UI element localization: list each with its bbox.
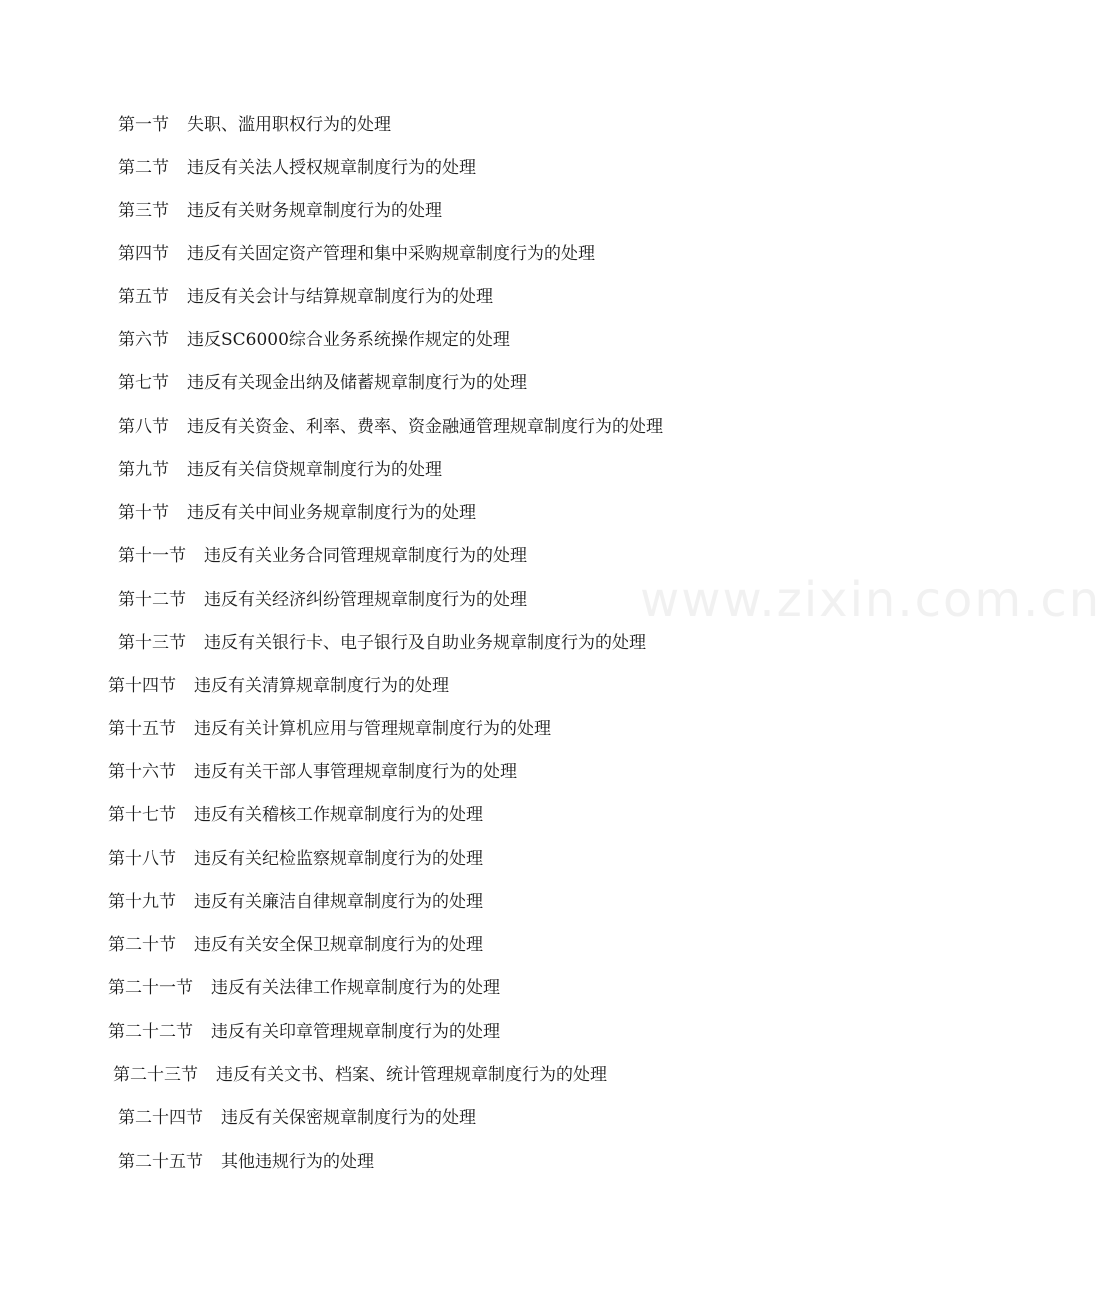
section-number: 第十八节 (108, 849, 176, 869)
section-title: 违反有关法律工作规章制度行为的处理 (211, 978, 500, 998)
section-number: 第十二节 (118, 590, 186, 610)
section-number: 第九节 (118, 460, 169, 480)
toc-entry (108, 672, 449, 700)
section-number: 第二十三节 (113, 1065, 198, 1085)
toc-entry (118, 1148, 374, 1176)
toc-entry (108, 931, 483, 959)
watermark: www.zixin.com.cn (640, 572, 1101, 628)
section-number: 第二节 (118, 158, 169, 178)
section-number: 第二十五节 (118, 1152, 203, 1172)
toc-entry (118, 542, 527, 570)
toc-entry (118, 111, 391, 139)
toc-entry (118, 326, 510, 354)
section-title: 违反有关干部人事管理规章制度行为的处理 (194, 762, 517, 782)
section-title: 违反SC6000综合业务系统操作规定的处理 (187, 330, 510, 350)
toc-entry (108, 758, 517, 786)
section-title: 违反有关经济纠纷管理规章制度行为的处理 (204, 590, 527, 610)
section-title: 违反有关中间业务规章制度行为的处理 (187, 503, 476, 523)
section-title: 违反有关业务合同管理规章制度行为的处理 (204, 546, 527, 566)
section-number: 第十四节 (108, 676, 176, 696)
toc-entry (108, 801, 483, 829)
toc-entry (108, 715, 551, 743)
section-number: 第十节 (118, 503, 169, 523)
section-title: 违反有关资金、利率、费率、资金融通管理规章制度行为的处理 (187, 417, 663, 437)
section-title: 违反有关清算规章制度行为的处理 (194, 676, 449, 696)
toc-entry (118, 283, 493, 311)
toc-entry (118, 586, 527, 614)
section-title: 违反有关安全保卫规章制度行为的处理 (194, 935, 483, 955)
toc-entry (108, 1018, 500, 1046)
section-number: 第六节 (118, 330, 169, 350)
section-title: 违反有关保密规章制度行为的处理 (221, 1108, 476, 1128)
toc-entry (118, 413, 663, 441)
section-number: 第十五节 (108, 719, 176, 739)
toc-entry (108, 888, 483, 916)
section-number: 第一节 (118, 115, 169, 135)
toc-entry (118, 1104, 476, 1132)
section-number: 第二十二节 (108, 1022, 193, 1042)
section-title: 违反有关现金出纳及储蓄规章制度行为的处理 (187, 373, 527, 393)
section-number: 第二十四节 (118, 1108, 203, 1128)
toc-entry (118, 154, 476, 182)
section-title: 违反有关银行卡、电子银行及自助业务规章制度行为的处理 (204, 633, 646, 653)
toc-entry (118, 197, 442, 225)
section-number: 第二十节 (108, 935, 176, 955)
section-number: 第十六节 (108, 762, 176, 782)
section-number: 第七节 (118, 373, 169, 393)
section-number: 第五节 (118, 287, 169, 307)
section-title: 违反有关纪检监察规章制度行为的处理 (194, 849, 483, 869)
toc-entry (118, 456, 442, 484)
toc-entry (113, 1061, 607, 1089)
section-number: 第二十一节 (108, 978, 193, 998)
section-number: 第八节 (118, 417, 169, 437)
section-title: 其他违规行为的处理 (221, 1152, 374, 1172)
section-number: 第十九节 (108, 892, 176, 912)
toc-entry (108, 845, 483, 873)
section-title: 违反有关稽核工作规章制度行为的处理 (194, 805, 483, 825)
section-title: 违反有关会计与结算规章制度行为的处理 (187, 287, 493, 307)
section-title: 违反有关财务规章制度行为的处理 (187, 201, 442, 221)
section-title: 违反有关固定资产管理和集中采购规章制度行为的处理 (187, 244, 595, 264)
section-number: 第十七节 (108, 805, 176, 825)
toc-entry (118, 629, 646, 657)
section-title: 违反有关法人授权规章制度行为的处理 (187, 158, 476, 178)
toc-entry (118, 240, 595, 268)
toc-entry (118, 369, 527, 397)
section-number: 第三节 (118, 201, 169, 221)
toc-entry (118, 499, 476, 527)
toc-entry (108, 974, 500, 1002)
section-title: 违反有关计算机应用与管理规章制度行为的处理 (194, 719, 551, 739)
section-title: 违反有关文书、档案、统计管理规章制度行为的处理 (216, 1065, 607, 1085)
section-title: 违反有关印章管理规章制度行为的处理 (211, 1022, 500, 1042)
section-number: 第十一节 (118, 546, 186, 566)
section-title: 违反有关廉洁自律规章制度行为的处理 (194, 892, 483, 912)
section-title: 失职、滥用职权行为的处理 (187, 115, 391, 135)
section-number: 第十三节 (118, 633, 186, 653)
section-title: 违反有关信贷规章制度行为的处理 (187, 460, 442, 480)
section-number: 第四节 (118, 244, 169, 264)
